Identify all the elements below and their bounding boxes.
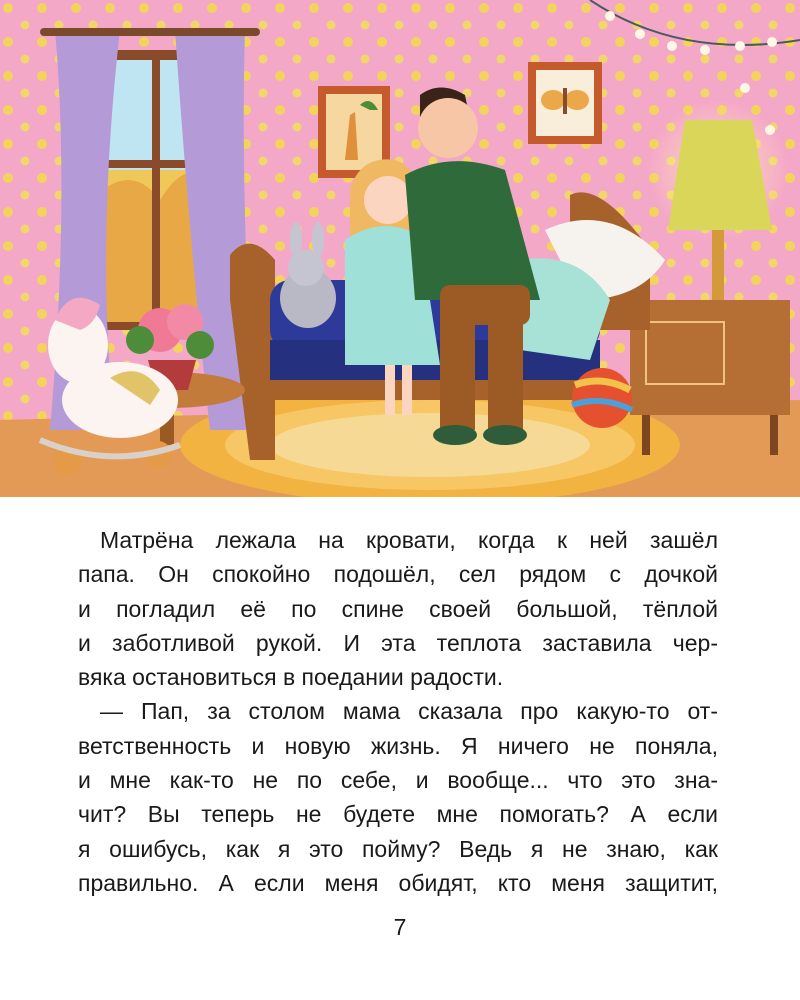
- text-line: чит? Вы теперь не будете мне помогать? А если: [78, 801, 718, 828]
- page-number: 7: [393, 914, 407, 940]
- text-line: и погладил её по спине своей большой, тёплой: [78, 595, 718, 622]
- illustration: [0, 0, 800, 497]
- text-line: Матрёна лежала на кровати, когда к ней зашёл: [100, 527, 718, 553]
- text-line: правильно. А если меня обидят, кто меня защитит,: [78, 869, 718, 896]
- toy-ball: [572, 368, 632, 428]
- text-line: — Пап, за столом мама сказала про какую-то от-: [100, 698, 718, 725]
- text-line: и заботливой рукой. И эта теплота заставила чер-: [78, 629, 718, 656]
- text-line: вяка остановиться в поедании радости.: [78, 664, 504, 691]
- text-line: я ошибусь, как я это пойму? Ведь я не знаю, как: [78, 835, 718, 862]
- text-line: ветственность и новую жизнь. Я ничего не поняла,: [78, 732, 718, 759]
- text-line: и мне как-то не по себе, и вообще... что это зна-: [78, 767, 718, 794]
- picture-butterfly: [528, 62, 602, 144]
- text-line: папа. Он спокойно подошёл, сел рядом с дочкой: [78, 561, 718, 588]
- story-text: [78, 523, 718, 900]
- bedroom-scene: [0, 0, 800, 497]
